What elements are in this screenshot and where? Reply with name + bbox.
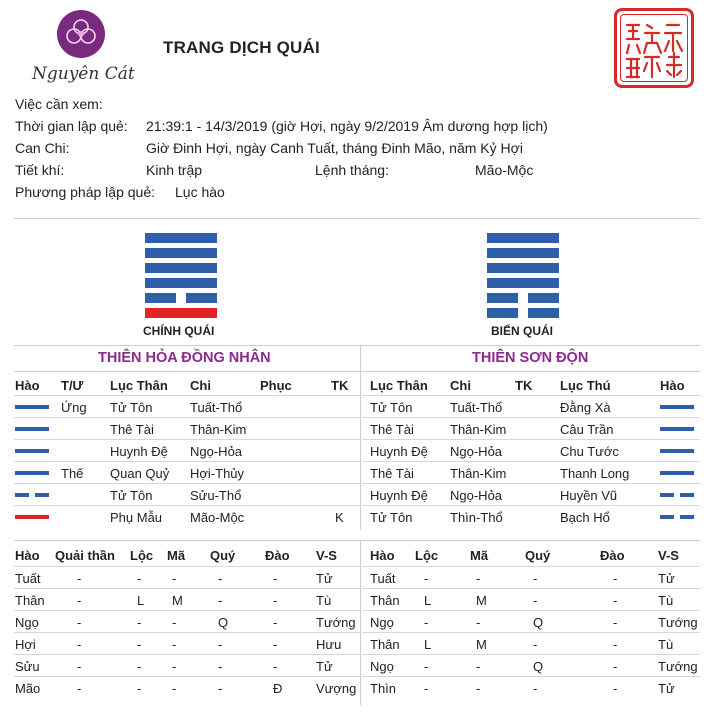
yin-segment — [487, 308, 518, 318]
br-header-quy: Quý — [525, 548, 551, 563]
cell-chi: Ngọ-Hỏa — [190, 444, 243, 459]
br-cell: Tướng — [658, 659, 698, 674]
yang-segment — [15, 449, 49, 453]
yang-segment — [15, 427, 49, 431]
row-divider — [14, 566, 360, 567]
bl-header-hao: Hào — [15, 548, 40, 563]
yin-line-icon — [15, 493, 49, 497]
yin-segment — [15, 493, 29, 497]
br-header-hao: Hào — [370, 548, 395, 563]
br-cell: - — [476, 615, 481, 630]
yang-line-icon — [660, 471, 694, 475]
bl-header-vs: V-S — [316, 548, 337, 563]
br-cell: - — [424, 571, 429, 586]
bl-cell: - — [218, 659, 223, 674]
yang-line — [487, 278, 559, 288]
bien-quai-label: BIẾN QUÁI — [491, 324, 554, 338]
bl-cell: - — [218, 571, 223, 586]
phuongphap-label: Phương pháp lập quẻ: — [15, 184, 155, 200]
row-divider — [14, 654, 360, 655]
yin-segment — [528, 308, 559, 318]
yang-line-icon — [15, 471, 49, 475]
yang-segment — [487, 248, 559, 258]
cell-lucthu: Huyền Vũ — [560, 488, 618, 503]
thoigian-label: Thời gian lập quẻ: — [15, 118, 128, 134]
cell-lucthan-r: Tử Tôn — [370, 400, 413, 415]
cell-lucthan-r: Huynh Đệ — [370, 444, 428, 459]
cell-lucthan-r: Thê Tài — [370, 466, 414, 481]
row-divider — [362, 654, 700, 655]
cell-chi-r: Thìn-Thổ — [450, 510, 503, 525]
row-divider — [362, 395, 700, 396]
bl-cell: Tuất — [15, 571, 41, 586]
row-divider — [362, 566, 700, 567]
viec-label: Việc cần xem: — [15, 96, 103, 112]
bl-cell: Thân — [15, 593, 45, 608]
br-cell: Thân — [370, 593, 400, 608]
row-divider — [14, 632, 360, 633]
viec-can-xem — [15, 96, 103, 112]
bl-cell: - — [172, 615, 177, 630]
cell-lucthan: Tử Tôn — [110, 488, 153, 503]
bl-cell: - — [273, 571, 278, 586]
br-cell: - — [613, 637, 618, 652]
bl-header-dao: Đào — [265, 548, 290, 563]
cell-lucthan-r: Thê Tài — [370, 422, 414, 437]
br-cell: - — [424, 681, 429, 696]
chinh-gua-name: THIÊN HỎA ĐỒNG NHÂN — [98, 350, 271, 366]
bl-cell: - — [77, 593, 82, 608]
bl-cell: Ngọ — [15, 615, 39, 630]
bl-cell: - — [273, 615, 278, 630]
bl-cell: - — [77, 615, 82, 630]
yang-line-icon — [15, 405, 49, 409]
br-cell: Q — [533, 659, 544, 674]
col-header-tu: T/Ư — [61, 378, 84, 393]
yang-segment — [660, 449, 694, 453]
bl-cell: Mão — [15, 681, 41, 696]
br-cell: Ngọ — [370, 615, 394, 630]
yang-segment — [660, 471, 694, 475]
divider — [14, 345, 700, 346]
yang-segment — [487, 278, 559, 288]
cell-tu: Ứng — [61, 400, 87, 415]
br-cell: - — [533, 593, 538, 608]
yang-line-icon — [15, 427, 49, 431]
bl-cell: - — [218, 681, 223, 696]
moving-yang-icon — [15, 515, 49, 519]
bl-cell: Sửu — [15, 659, 40, 674]
cell-lucthan: Tử Tôn — [110, 400, 153, 415]
brand-logo — [30, 8, 140, 88]
yang-segment — [15, 515, 49, 519]
br-header-vs: V-S — [658, 548, 679, 563]
yin-line — [487, 293, 559, 303]
column-divider — [360, 540, 361, 705]
thoigian-value: 21:39:1 - 14/3/2019 (giờ Hợi, ngày 9/2/2019 Âm dương hợp lịch) — [146, 118, 548, 134]
br-cell: - — [476, 571, 481, 586]
yin-line — [145, 293, 217, 303]
row-divider — [14, 610, 360, 611]
br-cell: Ngọ — [370, 659, 394, 674]
bl-cell: - — [137, 659, 142, 674]
br-cell: - — [613, 659, 618, 674]
bl-cell: - — [273, 593, 278, 608]
bl-cell: Tướng — [316, 615, 356, 630]
cell-chi-r: Thân-Kim — [450, 466, 507, 481]
bl-cell: - — [172, 637, 177, 652]
cell-lucthan: Huynh Đệ — [110, 444, 168, 459]
tietkhi-label: Tiết khí: — [15, 162, 65, 178]
yang-line — [487, 263, 559, 273]
bl-cell: - — [172, 681, 177, 696]
cell-lucthu: Thanh Long — [560, 466, 630, 481]
yang-segment — [145, 278, 217, 288]
cell-tk: K — [335, 510, 344, 525]
yang-segment — [145, 263, 217, 273]
bl-cell: - — [77, 659, 82, 674]
yang-segment — [660, 427, 694, 431]
bl-cell: Q — [218, 615, 229, 630]
bl-cell: - — [137, 637, 142, 652]
col-header-lucthan-r: Lục Thân — [370, 378, 428, 393]
br-cell: - — [613, 593, 618, 608]
br-cell: M — [476, 593, 487, 608]
row-divider — [362, 610, 700, 611]
bl-cell: Tử — [316, 571, 333, 586]
br-header-dao: Đào — [600, 548, 625, 563]
row-divider — [14, 505, 360, 506]
yang-segment — [145, 233, 217, 243]
bl-cell: Vượng — [316, 681, 357, 696]
yin-segment — [680, 493, 694, 497]
row-divider — [362, 632, 700, 633]
bl-header-ma: Mã — [167, 548, 186, 563]
bl-cell: - — [137, 681, 142, 696]
br-cell: L — [424, 593, 432, 608]
bl-cell: Tù — [316, 593, 332, 608]
yang-line-icon — [660, 405, 694, 409]
cell-chi-r: Ngọ-Hỏa — [450, 444, 503, 459]
col-header-phuc: Phục — [260, 378, 292, 393]
chinh-quai-hexagram — [145, 233, 217, 319]
yang-line-icon — [660, 427, 694, 431]
bl-cell: Đ — [273, 681, 283, 696]
divider — [14, 218, 700, 219]
br-cell: Thìn — [370, 681, 397, 696]
yang-segment — [145, 248, 217, 258]
cell-chi-r: Tuất-Thổ — [450, 400, 503, 415]
phuong-phap-row — [15, 184, 225, 200]
cell-lucthan-r: Tử Tôn — [370, 510, 413, 525]
bien-gua-name: THIÊN SƠN ĐỘN — [472, 350, 589, 366]
row-divider — [14, 439, 360, 440]
row-divider — [362, 439, 700, 440]
yang-line — [145, 278, 217, 288]
br-cell: - — [424, 615, 429, 630]
yang-line — [487, 248, 559, 258]
row-divider — [362, 676, 700, 677]
bl-cell: L — [137, 593, 145, 608]
cell-tu: Thế — [61, 466, 84, 481]
row-divider — [362, 588, 700, 589]
yin-segment — [528, 293, 559, 303]
yin-segment — [145, 293, 176, 303]
br-cell: Tướng — [658, 615, 698, 630]
bl-cell: - — [218, 593, 223, 608]
bl-cell: - — [77, 681, 82, 696]
yin-line-icon — [660, 515, 694, 519]
yang-line — [487, 233, 559, 243]
row-divider — [14, 395, 360, 396]
col-header-chi: Chi — [190, 378, 211, 393]
bien-quai-hexagram — [487, 233, 559, 319]
cell-chi: Hợi-Thủy — [190, 466, 245, 481]
flower-logo-icon — [57, 10, 105, 58]
yang-segment — [487, 263, 559, 273]
col-header-chi-r: Chi — [450, 378, 471, 393]
col-header-lucthan: Lục Thân — [110, 378, 168, 393]
cell-lucthan-r: Huynh Đệ — [370, 488, 428, 503]
row-divider — [362, 505, 700, 506]
yang-segment — [145, 308, 217, 318]
cell-lucthan: Phụ Mẫu — [110, 510, 163, 525]
yin-segment — [487, 293, 518, 303]
br-cell: - — [613, 681, 618, 696]
tiet-khi-row — [15, 162, 534, 178]
br-cell: - — [476, 659, 481, 674]
cell-lucthu: Câu Trần — [560, 422, 614, 437]
column-divider — [360, 345, 361, 530]
canchi-value: Giờ Đinh Hợi, ngày Canh Tuất, tháng Đinh Mão, năm Kỷ Hợi — [146, 140, 523, 156]
cell-chi: Tuất-Thổ — [190, 400, 243, 415]
br-cell: Tử — [658, 681, 675, 696]
row-divider — [14, 417, 360, 418]
lenhthang-value: Mão-Mộc — [475, 162, 534, 178]
moving-yang-line — [145, 308, 217, 318]
cell-lucthu: Đằng Xà — [560, 400, 611, 415]
bl-cell: - — [172, 571, 177, 586]
red-seal-icon — [614, 8, 694, 88]
br-header-loc: Lộc — [415, 548, 439, 563]
bl-cell: Hưu — [316, 637, 342, 652]
yang-line-icon — [660, 449, 694, 453]
bl-cell: - — [172, 659, 177, 674]
br-cell: Q — [533, 615, 544, 630]
cell-chi-r: Ngọ-Hỏa — [450, 488, 503, 503]
br-cell: Tù — [658, 637, 674, 652]
col-header-hao: Hào — [15, 378, 40, 393]
yin-segment — [680, 515, 694, 519]
lenhthang-label: Lệnh tháng: — [315, 162, 389, 178]
br-cell: Tuất — [370, 571, 396, 586]
br-cell: - — [476, 681, 481, 696]
yang-line — [145, 248, 217, 258]
row-divider — [362, 461, 700, 462]
br-cell: M — [476, 637, 487, 652]
bl-cell: - — [218, 637, 223, 652]
bl-header-loc: Lộc — [130, 548, 154, 563]
cell-lucthan: Quan Quỷ — [110, 466, 170, 481]
divider — [14, 540, 700, 541]
bl-cell: - — [137, 571, 142, 586]
row-divider — [14, 676, 360, 677]
bl-cell: Tử — [316, 659, 333, 674]
col-header-lucthu: Lục Thú — [560, 378, 611, 393]
br-cell: L — [424, 637, 432, 652]
divider — [14, 371, 700, 372]
br-cell: Tử — [658, 571, 675, 586]
col-header-tk: TK — [331, 378, 349, 393]
cell-lucthan: Thê Tài — [110, 422, 154, 437]
bl-cell: - — [137, 615, 142, 630]
row-divider — [14, 588, 360, 589]
thoi-gian-row — [15, 118, 548, 134]
br-cell: - — [613, 615, 618, 630]
bl-header-quy: Quý — [210, 548, 236, 563]
br-header-ma: Mã — [470, 548, 489, 563]
yang-line — [145, 233, 217, 243]
page-title: TRANG DỊCH QUÁI — [163, 38, 320, 57]
row-divider — [14, 483, 360, 484]
yang-segment — [15, 405, 49, 409]
cell-chi-r: Thân-Kim — [450, 422, 507, 437]
yin-line — [487, 308, 559, 318]
br-cell: Thân — [370, 637, 400, 652]
yin-segment — [660, 515, 674, 519]
logo-text: Nguyên Cát — [32, 64, 135, 84]
col-header-tk-r: TK — [515, 378, 533, 393]
yin-segment — [186, 293, 217, 303]
cell-chi: Thân-Kim — [190, 422, 247, 437]
br-cell: - — [533, 571, 538, 586]
tietkhi-value: Kinh trập — [146, 162, 203, 178]
chinh-quai-label: CHÍNH QUÁI — [143, 324, 215, 338]
yin-line-icon — [660, 493, 694, 497]
br-cell: - — [533, 681, 538, 696]
can-chi-row — [15, 140, 523, 156]
bl-cell: M — [172, 593, 183, 608]
yin-segment — [660, 493, 674, 497]
yang-line-icon — [15, 449, 49, 453]
canchi-label: Can Chi: — [15, 140, 70, 156]
cell-chi: Sửu-Thổ — [190, 488, 242, 503]
yang-segment — [660, 405, 694, 409]
yin-segment — [35, 493, 49, 497]
cell-lucthu: Bạch Hổ — [560, 510, 610, 525]
br-cell: - — [613, 571, 618, 586]
br-cell: - — [424, 659, 429, 674]
col-header-hao-r: Hào — [660, 378, 685, 393]
cell-chi: Mão-Mộc — [190, 510, 245, 525]
br-cell: - — [533, 637, 538, 652]
row-divider — [362, 483, 700, 484]
cell-lucthu: Chu Tước — [560, 444, 619, 459]
bl-cell: - — [77, 571, 82, 586]
row-divider — [362, 417, 700, 418]
yang-segment — [15, 471, 49, 475]
yang-line — [145, 263, 217, 273]
bl-cell: - — [273, 659, 278, 674]
br-cell: Tù — [658, 593, 674, 608]
bl-cell: Hợi — [15, 637, 36, 652]
phuongphap-value: Lục hào — [175, 184, 225, 200]
bl-cell: - — [77, 637, 82, 652]
bl-header-quaithan: Quải thần — [55, 548, 115, 563]
yang-segment — [487, 233, 559, 243]
bl-cell: - — [273, 637, 278, 652]
row-divider — [14, 461, 360, 462]
